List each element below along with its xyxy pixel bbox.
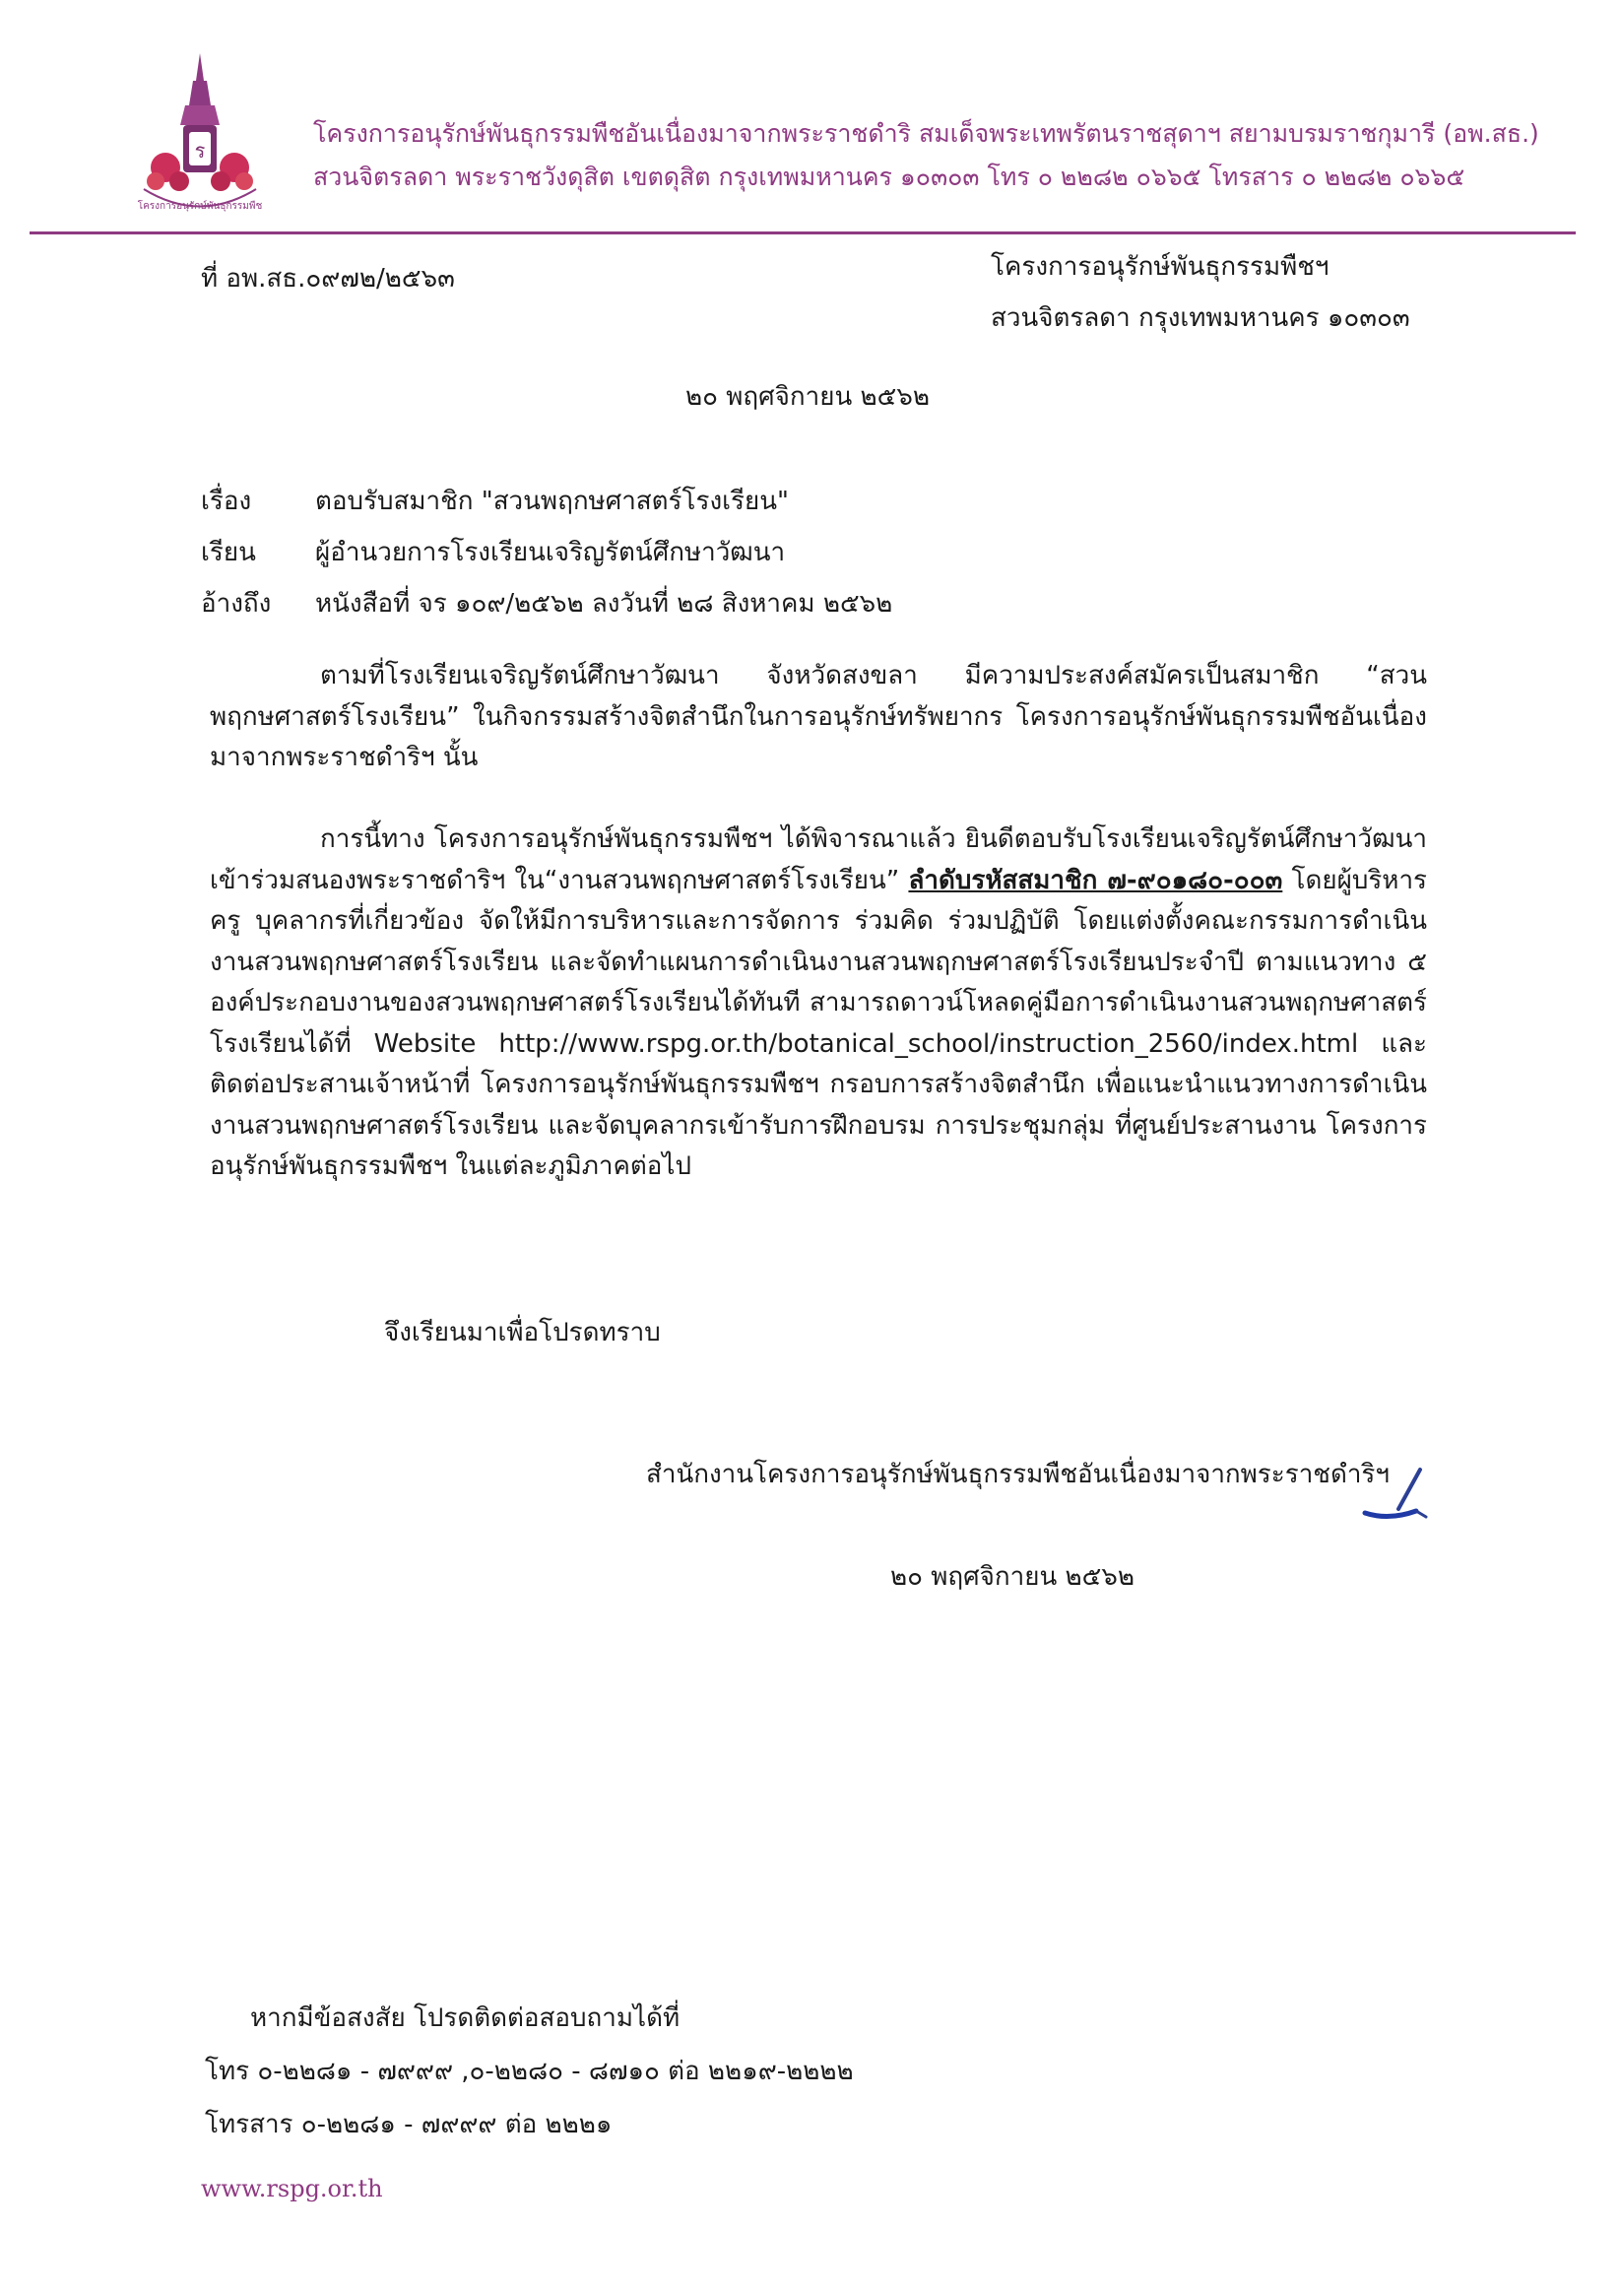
- header-org-name: โครงการอนุรักษ์พันธุกรรมพืชอันเนื่องมาจากพระราชดำริ สมเด็จพระเทพรัตนราชสุดาฯ สยามบรมราชกุมารี (อพ.สธ.): [313, 119, 1539, 148]
- recipient-text: ผู้อำนวยการโรงเรียนเจริญรัตน์ศึกษาวัฒนา: [315, 538, 786, 567]
- reference-number: ที่ อพ.สธ.๐๙๗๒/๒๕๖๓: [201, 264, 455, 294]
- signature-organization: สำนักงานโครงการอนุรักษ์พันธุกรรมพืชอันเนื่องมาจากพระราชดำริฯ: [646, 1460, 1390, 1489]
- sender-address-line1: โครงการอนุรักษ์พันธุกรรมพืชฯ: [991, 252, 1329, 282]
- signature-mark: [1359, 1466, 1438, 1525]
- closing-line: จึงเรียนมาเพื่อโปรดทราบ: [384, 1318, 661, 1347]
- subject-text: ตอบรับสมาชิก "สวนพฤกษศาสตร์โรงเรียน": [315, 487, 789, 516]
- contact-intro: หากมีข้อสงสัย โปรดติดต่อสอบถามได้ที่: [250, 2003, 681, 2033]
- body-paragraph-1: ตามที่โรงเรียนเจริญรัตน์ศึกษาวัฒนา จังหวัดสงขลา มีความประสงค์สมัครเป็นสมาชิก “สวนพฤกษศาสตร์โรงเรียน” ในกิจกรรมสร้างจิตสำนึกในการอนุรักษ์ทรัพยากร โครงการอนุรักษ์พันธุกรรมพืชอันเนื่องมาจากพระราชดำริฯ นั้น: [210, 661, 1427, 772]
- member-code: ลำดับรหัสสมาชิก ๗-๙๐๑๘๐-๐๐๓: [908, 865, 1283, 895]
- rspg-logo: [136, 51, 264, 224]
- contact-phone: โทร ๐-๒๒๘๑ - ๗๙๙๙ ,๐-๒๒๘๐ - ๘๗๑๐ ต่อ ๒๒๑๙-๒๒๒๒: [205, 2057, 854, 2086]
- signature-date: ๒๐ พฤศจิกายน ๒๕๖๒: [890, 1562, 1135, 1592]
- recipient-label: เรียน: [201, 538, 256, 567]
- contact-fax: โทรสาร ๐-๒๒๘๑ - ๗๙๙๙ ต่อ ๒๒๒๑: [205, 2110, 613, 2139]
- svg-text:โครงการอนุรักษ์พันธุกรรมพืช: โครงการอนุรักษ์พันธุกรรมพืช: [137, 201, 263, 212]
- body-paragraph-2: การนี้ทาง โครงการอนุรักษ์พันธุกรรมพืชฯ ได้พิจารณาแล้ว ยินดีตอบรับโรงเรียนเจริญรัตน์ศึกษาวัฒนา เข้าร่วมสนองพระราชดำริฯ ใน“งานสวนพฤกษศาสตร์โรงเรียน” ลำดับรหัสสมาชิก ๗-๙๐๑๘๐-๐๐๓ โดยผู้บริหาร ครู บุคลากรที่เกี่ยวข้อง จัดให้มีการบริหารและการจัดการ ร่วมคิด ร่วมปฏิบัติ โดยแต่งตั้งคณะกรรมการดำเนินงานสวนพฤกษศาสตร์โรงเรียน และจัดทำแผนการดำเนินงานสวนพฤกษศาสตร์โรงเรียนประจำปี ตามแนวทาง ๕ องค์ประกอบงานของสวนพฤกษศาสตร์โรงเรียนได้ทันที สามารถดาวน์โหลดคู่มือการดำเนินงานสวนพฤกษศาสตร์โรงเรียนได้ที่ Website http://www.rspg.or.th/botanical_school/instruction_2560/index.html และติดต่อประสานเจ้าหน้าที่ โครงการอนุรักษ์พันธุกรรมพืชฯ กรอบการสร้างจิตสำนึก เพื่อแนะนำแนวทางการดำเนินงานสวนพฤกษศาสตร์โรงเรียน และจัดบุคลากรเข้ารับการฝึกอบรม การประชุมกลุ่ม ที่ศูนย์ประสานงาน โครงการอนุรักษ์พันธุกรรมพืชฯ ในแต่ละภูมิภาคต่อไป: [210, 824, 1428, 1181]
- subject-label: เรื่อง: [201, 487, 252, 516]
- reference-text: หนังสือที่ จร ๑๐๙/๒๕๖๒ ลงวันที่ ๒๘ สิงหาคม ๒๕๖๒: [315, 589, 893, 619]
- header-divider: [30, 231, 1576, 234]
- sender-address-line2: สวนจิตรลดา กรุงเทพมหานคร ๑๐๓๐๓: [991, 303, 1410, 333]
- svg-text:ร: ร: [194, 139, 206, 163]
- letter-date: ๒๐ พฤศจิกายน ๒๕๖๒: [685, 382, 930, 412]
- header-address: สวนจิตรลดา พระราชวังดุสิต เขตดุสิต กรุงเทพมหานคร ๑๐๓๐๓ โทร ๐ ๒๒๘๒ ๐๖๖๕ โทรสาร ๐ ๒๒๘๒ ๐๖๖๕: [313, 163, 1465, 191]
- reference-label: อ้างถึง: [201, 589, 272, 619]
- footer-website: www.rspg.or.th: [201, 2175, 383, 2202]
